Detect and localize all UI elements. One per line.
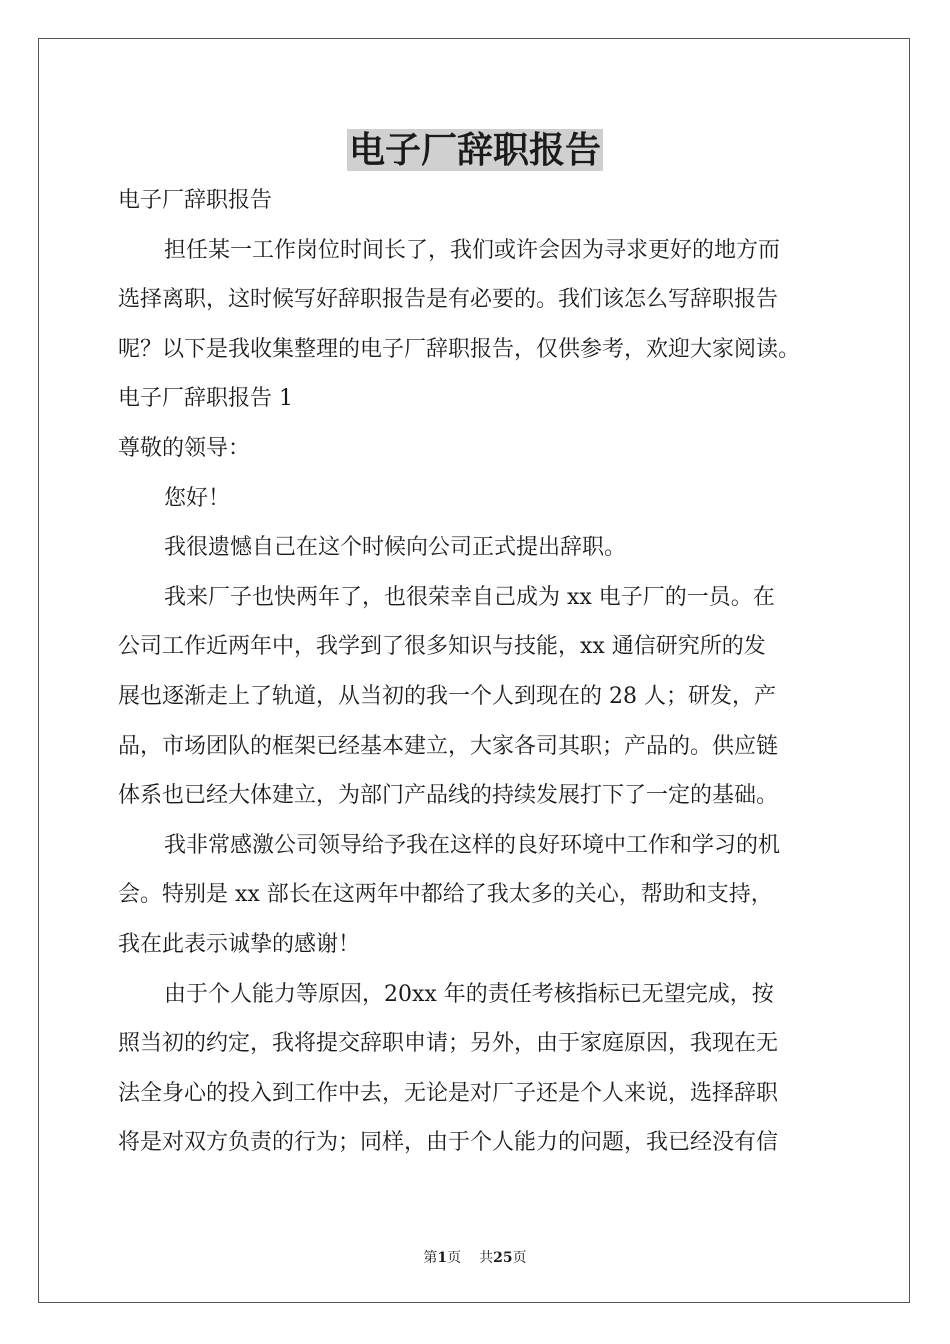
footer-page-suffix: 页 xyxy=(447,1250,462,1266)
body-line: 照当初的约定，我将提交辞职申请；另外，由于家庭原因，我现在无 xyxy=(118,1031,779,1057)
body-line: 电子厂辞职报告 1 xyxy=(118,386,293,412)
body-line: 展也逐渐走上了轨道，从当初的我一个人到现在的 28 人；研发，产 xyxy=(118,683,776,709)
body-line: 尊敬的领导： xyxy=(118,435,251,461)
footer-total-prefix: 共 xyxy=(479,1250,494,1266)
footer-page-number: 1 xyxy=(437,1250,448,1266)
body-line: 我非常感激公司领导给予我在这样的良好环境中工作和学习的机 xyxy=(164,832,781,858)
footer-total-pages: 25 xyxy=(493,1250,513,1266)
document-body xyxy=(118,176,838,1168)
body-line: 我来厂子也快两年了，也很荣幸自己成为 xx 电子厂的一员。在 xyxy=(164,584,775,610)
body-line: 选择离职，这时候写好辞职报告是有必要的。我们该怎么写辞职报告 xyxy=(118,287,779,313)
body-line: 由于个人能力等原因，20xx 年的责任考核指标已无望完成，按 xyxy=(164,981,774,1007)
body-line: 电子厂辞职报告 xyxy=(118,188,273,213)
footer-total-suffix: 页 xyxy=(512,1250,527,1266)
page-footer xyxy=(0,1248,950,1268)
document-title-text: 电子厂辞职报告 xyxy=(348,129,601,171)
body-line: 我在此表示诚挚的感谢！ xyxy=(118,931,361,957)
document-title xyxy=(0,126,950,174)
footer-page-prefix: 第 xyxy=(423,1250,438,1266)
body-line: 体系也已经大体建立，为部门产品线的持续发展打下了一定的基础。 xyxy=(118,783,779,809)
body-line: 呢？以下是我收集整理的电子厂辞职报告，仅供参考，欢迎大家阅读。 xyxy=(118,336,801,362)
body-line: 您好！ xyxy=(164,485,231,511)
body-line: 品，市场团队的框架已经基本建立，大家各司其职；产品的。供应链 xyxy=(118,733,779,759)
body-line: 担任某一工作岗位时间长了，我们或许会因为寻求更好的地方而 xyxy=(164,237,781,263)
body-line: 将是对双方负责的行为；同样，由于个人能力的问题，我已经没有信 xyxy=(118,1130,779,1156)
body-line: 法全身心的投入到工作中去，无论是对厂子还是个人来说，选择辞职 xyxy=(118,1080,779,1106)
body-line: 我很遗憾自己在这个时候向公司正式提出辞职。 xyxy=(164,535,627,561)
body-line: 公司工作近两年中，我学到了很多知识与技能，xx 通信研究所的发 xyxy=(118,634,766,660)
body-line: 会。特别是 xx 部长在这两年中都给了我太多的关心，帮助和支持， xyxy=(118,882,773,908)
